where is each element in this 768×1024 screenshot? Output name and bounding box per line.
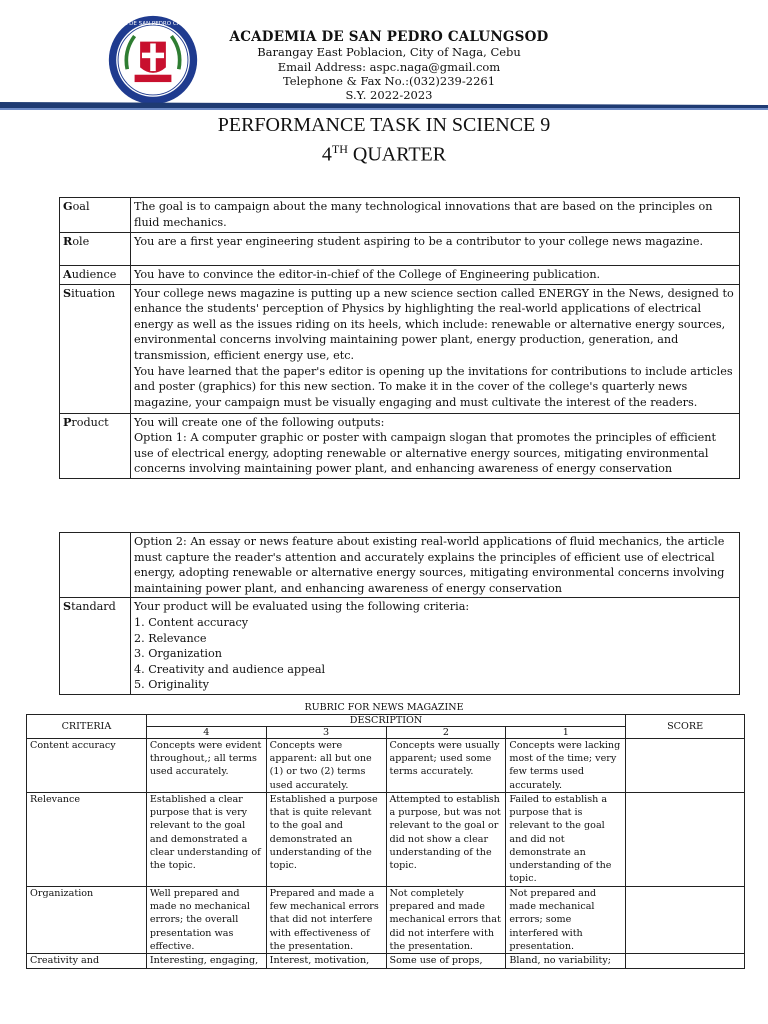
criteria-list — [134, 615, 736, 693]
score-header: SCORE — [626, 715, 745, 739]
grasps-paragraph: You have to convince the editor-in-chief of the College of Engineering publication. — [134, 268, 601, 281]
quarter-suffix: TH — [331, 142, 348, 156]
school-logo — [98, 14, 208, 106]
grasps-label: Goal — [60, 198, 131, 233]
rubric-cell: Interest, motivation, — [266, 954, 386, 969]
grasps-text — [131, 413, 740, 478]
rubric-cell: Concepts were lacking most of the time; very few terms used accurately. — [506, 739, 626, 793]
rubric-cell: Some use of props, — [386, 954, 506, 969]
quarter-number: 4 — [321, 143, 332, 166]
rubric-row — [27, 739, 745, 793]
grasps-text — [131, 284, 740, 413]
grasps-label: Situation — [60, 284, 131, 413]
rubric-row — [27, 887, 745, 954]
grasps-text — [131, 266, 740, 285]
rubric-criterion: Organization — [27, 887, 147, 954]
rubric-criterion: Creativity and — [27, 954, 147, 969]
grasps-text — [131, 198, 740, 233]
grasps-row — [60, 284, 740, 413]
rubric-cell: Concepts were usually apparent; used some terms accurately. — [386, 739, 506, 793]
level-header: 4 — [146, 727, 266, 739]
rubric-score-cell — [626, 739, 745, 793]
grasps-label: Product — [60, 413, 131, 478]
grasps-paragraph: You have learned that the paper's editor is opening up the invitations for contributions to include articles and poster (graphics) for this new section. To make it in the cover of the college's quarterly news magazine, your campaign must be visually engaging and must cultivate the interest of the readers. — [134, 364, 733, 409]
quarter-title — [0, 142, 768, 167]
rubric-cell: Established a clear purpose that is very relevant to the goal and demonstrated a clear understanding of the topic. — [146, 793, 266, 887]
grasps-paragraph: Your college news magazine is putting up a new science section called ENERGY in the News, designed to enhance the students' perception of Physics by highlighting the real-world applications of electrical energy as well as the issues riding on its heels, which include: renewable or alternative energy sources, environmental concerns involving maintaining power plant, energy production, generation, and transmission, efficient energy use, etc. — [134, 286, 734, 362]
school-year: S.Y. 2022-2023 — [345, 88, 433, 102]
school-phone: Telephone & Fax No.:(032)239-2261 — [282, 74, 496, 88]
grasps-paragraph: You are a first year engineering student aspiring to be a contributor to your college news magazine. — [134, 235, 704, 248]
description-header: DESCRIPTION — [146, 715, 625, 727]
grasps-label-empty — [60, 533, 131, 598]
criteria-item: 2. Relevance — [134, 631, 207, 645]
header-rule — [0, 102, 768, 112]
rubric-criterion: Relevance — [27, 793, 147, 887]
grasps-paragraph: Option 1: A computer graphic or poster with campaign slogan that promotes the principles of efficient use of electrical energy, adopting renewable or alternative energy sources, mitigating environmental concerns involving maintaining power plant, and enhancing awareness of energy conservation — [134, 431, 717, 476]
grasps-row — [60, 266, 740, 285]
school-name: ACADEMIA DE SAN PEDRO CALUNGSOD — [229, 29, 549, 45]
rubric-cell: Not prepared and made mechanical errors; some interfered with presentation. — [506, 887, 626, 954]
criteria-item: 4. Creativity and audience appeal — [134, 662, 326, 676]
rubric-title: RUBRIC FOR NEWS MAGAZINE — [304, 702, 464, 713]
rubric-cell: Concepts were evident throughout,; all terms used accurately. — [146, 739, 266, 793]
criteria-item: 1. Content accuracy — [134, 615, 249, 629]
criteria-item: 3. Organization — [134, 647, 222, 661]
grasps-text — [131, 233, 740, 266]
level-header: 2 — [386, 727, 506, 739]
option2-row — [60, 533, 740, 598]
rubric-cell: Failed to establish a purpose that is relevant to the goal and did not demonstrate an understanding of the topic. — [506, 793, 626, 887]
rubric-score-cell — [626, 954, 745, 969]
rubric-cell: Not completely prepared and made mechanical errors that did not interfere with the presentation. — [386, 887, 506, 954]
logo-ring-text: ACADEMIA DE SAN PEDRO CALUNGSOD — [98, 21, 208, 28]
grasps-row — [60, 198, 740, 233]
quarter-text: QUARTER — [347, 143, 447, 166]
standard-intro: Your product will be evaluated using the following criteria: — [134, 600, 470, 614]
grasps-table-continued — [59, 532, 740, 695]
criteria-item: 5. Originality — [134, 678, 209, 692]
rubric-table — [26, 714, 745, 969]
rubric-row — [27, 793, 745, 887]
level-header: 3 — [266, 727, 386, 739]
school-email: Email Address: aspc.naga@gmail.com — [277, 60, 501, 74]
rubric-score-cell — [626, 887, 745, 954]
rubric-cell: Attempted to establish a purpose, but was not relevant to the goal or did not show a clear understanding of the topic. — [386, 793, 506, 887]
grasps-row — [60, 413, 740, 478]
option2-text: Option 2: An essay or news feature about existing real-world applications of fluid mechanics, the article must capture the reader's attention and accurately explains the principles of efficient use of electrical energy, adopting renewable or alternative energy sources, mitigating environmental concerns involving maintaining power plant, and enhancing awareness of energy conservation — [131, 533, 740, 598]
page-title: PERFORMANCE TASK IN SCIENCE 9 — [217, 114, 551, 136]
grasps-paragraph: The goal is to campaign about the many technological innovations that are based on the principles on fluid mechanics. — [134, 200, 713, 229]
standard-cell — [131, 598, 740, 695]
rubric-cell: Concepts were apparent: all but one (1) or two (2) terms used accurately. — [266, 739, 386, 793]
rubric-cell: Well prepared and made no mechanical errors; the overall presentation was effective. — [146, 887, 266, 954]
standard-row — [60, 598, 740, 695]
criteria-header: CRITERIA — [27, 715, 147, 739]
grasps-table — [59, 197, 740, 479]
school-address: Barangay East Poblacion, City of Naga, Cebu — [257, 45, 521, 59]
rubric-cell: Established a purpose that is quite relevant to the goal and demonstrated an understanding of the topic. — [266, 793, 386, 887]
rubric-cell: Bland, no variability; — [506, 954, 626, 969]
rubric-criterion: Content accuracy — [27, 739, 147, 793]
rubric-cell: Interesting, engaging, — [146, 954, 266, 969]
grasps-row — [60, 233, 740, 266]
level-header: 1 — [506, 727, 626, 739]
grasps-label: Role — [60, 233, 131, 266]
rubric-cell: Prepared and made a few mechanical errors that did not interfere with effectiveness of the presentation. — [266, 887, 386, 954]
grasps-paragraph: You will create one of the following outputs: — [134, 415, 385, 429]
rubric-row — [27, 954, 745, 969]
rubric-score-cell — [626, 793, 745, 887]
grasps-label: Standard — [60, 598, 131, 695]
grasps-label: Audience — [60, 266, 131, 285]
